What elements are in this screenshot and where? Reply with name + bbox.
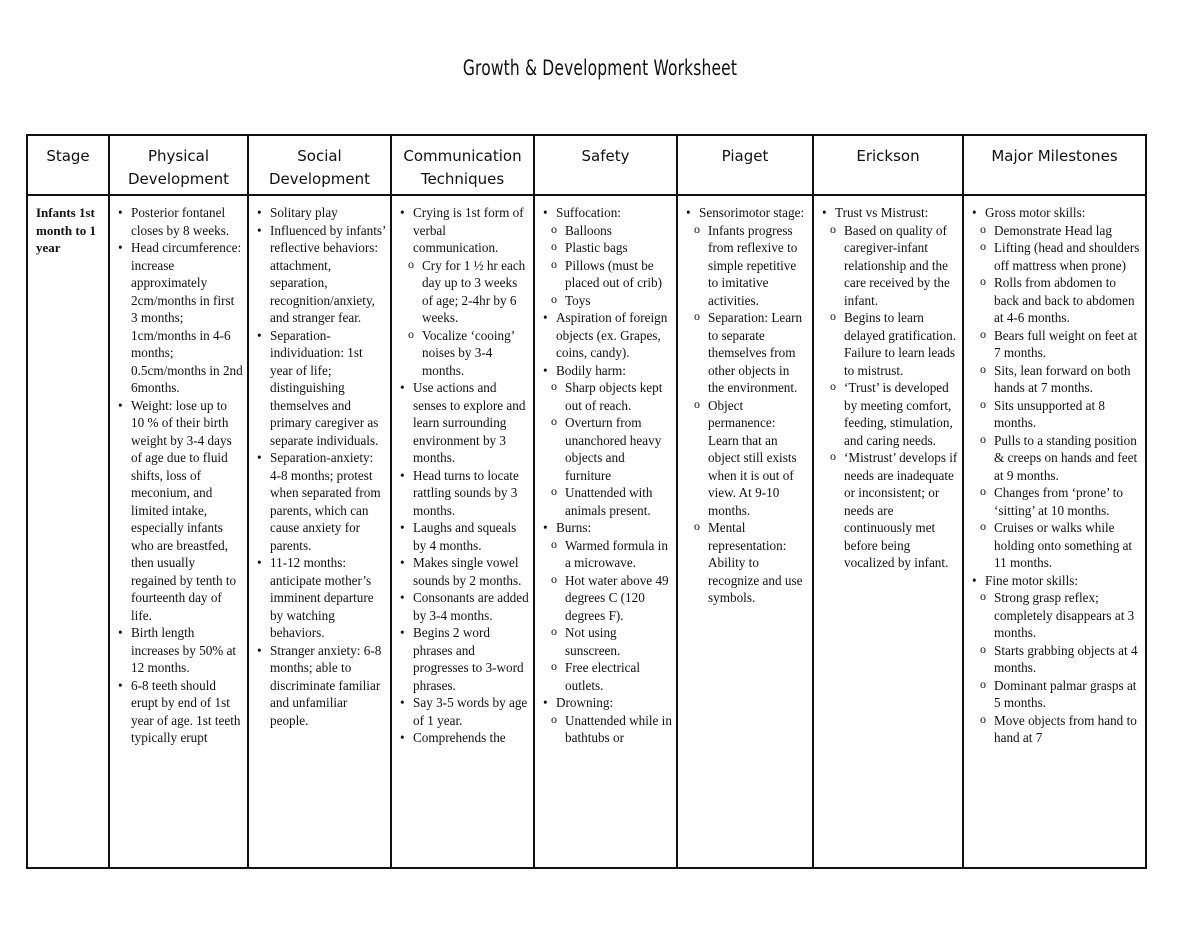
header-physical-development: Physical Development bbox=[109, 135, 248, 195]
sub-list-item: o Vocalize ‘cooing’ noises by 3-4 months. bbox=[398, 327, 529, 380]
list-item: • Makes single vowel sounds by 2 months. bbox=[398, 554, 529, 589]
communication-techniques-list bbox=[398, 204, 529, 747]
sub-list-item: o Plastic bags bbox=[541, 239, 672, 257]
header-row bbox=[27, 135, 1146, 195]
list-item: • Fine motor skills: bbox=[970, 572, 1141, 590]
sub-list-item: o Pulls to a standing position & creeps on hands and feet at 9 months. bbox=[970, 432, 1141, 485]
table-row bbox=[27, 195, 1146, 868]
major-milestones-list bbox=[970, 204, 1141, 747]
sub-list-item: o Toys bbox=[541, 292, 672, 310]
list-item: • Gross motor skills: bbox=[970, 204, 1141, 222]
sub-list-item: o Overturn from unanchored heavy objects and furniture bbox=[541, 414, 672, 484]
list-item: • Burns: bbox=[541, 519, 672, 537]
list-item: • Birth length increases by 50% at 12 months. bbox=[116, 624, 243, 677]
physical-development-cell bbox=[109, 195, 248, 868]
list-item: • Aspiration of foreign objects (ex. Grapes, coins, candy). bbox=[541, 309, 672, 362]
header-stage: Stage bbox=[27, 135, 109, 195]
social-development-list bbox=[255, 204, 386, 729]
sub-list-item: o Unattended while in bathtubs or bbox=[541, 712, 672, 747]
erickson-list bbox=[820, 204, 958, 572]
header-erickson: Erickson bbox=[813, 135, 963, 195]
stage-label: Infants 1st month to 1 year bbox=[36, 205, 96, 255]
sub-list-item: o Unattended with animals present. bbox=[541, 484, 672, 519]
sub-list-item: o Separation: Learn to separate themselves from other objects in the environment. bbox=[684, 309, 808, 397]
list-item: • Comprehends the bbox=[398, 729, 529, 747]
safety-cell bbox=[534, 195, 677, 868]
header-safety: Safety bbox=[534, 135, 677, 195]
list-item: • Solitary play bbox=[255, 204, 386, 222]
header-social-development: Social Development bbox=[248, 135, 391, 195]
list-item: • Sensorimotor stage: bbox=[684, 204, 808, 222]
major-milestones-cell bbox=[963, 195, 1146, 868]
sub-list-item: o Sits unsupported at 8 months. bbox=[970, 397, 1141, 432]
page-title: Growth & Development Worksheet bbox=[462, 56, 738, 80]
list-item: • Separation-anxiety: 4-8 months; protest when separated from parents, which can cause anxiety for parents. bbox=[255, 449, 386, 554]
header-communication-techniques: Communication Techniques bbox=[391, 135, 534, 195]
list-item: • Trust vs Mistrust: bbox=[820, 204, 958, 222]
header-major-milestones: Major Milestones bbox=[963, 135, 1146, 195]
sub-list-item: o ‘Trust’ is developed by meeting comfort, feeding, stimulation, and caring needs. bbox=[820, 379, 958, 449]
sub-list-item: o Warmed formula in a microwave. bbox=[541, 537, 672, 572]
list-item: • Stranger anxiety: 6-8 months; able to discriminate familiar and unfamiliar people. bbox=[255, 642, 386, 730]
list-item: • Separation-individuation: 1st year of life; distinguishing themselves and primary caregiver as separate individuals. bbox=[255, 327, 386, 450]
sub-list-item: o Balloons bbox=[541, 222, 672, 240]
stage-cell bbox=[27, 195, 109, 868]
sub-list-item: o Not using sunscreen. bbox=[541, 624, 672, 659]
sub-list-item: o Sharp objects kept out of reach. bbox=[541, 379, 672, 414]
sub-list-item: o Dominant palmar grasps at 5 months. bbox=[970, 677, 1141, 712]
list-item: • 6-8 teeth should erupt by end of 1st year of age. 1st teeth typically erupt bbox=[116, 677, 243, 747]
list-item: • Laughs and squeals by 4 months. bbox=[398, 519, 529, 554]
list-item: • Begins 2 word phrases and progresses to 3-word phrases. bbox=[398, 624, 529, 694]
sub-list-item: o Lifting (head and shoulders off mattress when prone) bbox=[970, 239, 1141, 274]
sub-list-item: o Based on quality of caregiver-infant relationship and the care received by the infant. bbox=[820, 222, 958, 310]
sub-list-item: o Demonstrate Head lag bbox=[970, 222, 1141, 240]
list-item: • 11-12 months: anticipate mother’s imminent departure by watching behaviors. bbox=[255, 554, 386, 642]
worksheet-table bbox=[26, 134, 1147, 869]
list-item: • Posterior fontanel closes by 8 weeks. bbox=[116, 204, 243, 239]
list-item: • Head turns to locate rattling sounds by 3 months. bbox=[398, 467, 529, 520]
sub-list-item: o Starts grabbing objects at 4 months. bbox=[970, 642, 1141, 677]
sub-list-item: o Object permanence: Learn that an object still exists when it is out of view. At 9-10 months. bbox=[684, 397, 808, 520]
sub-list-item: o Bears full weight on feet at 7 months. bbox=[970, 327, 1141, 362]
sub-list-item: o Sits, lean forward on both hands at 7 months. bbox=[970, 362, 1141, 397]
piaget-list bbox=[684, 204, 808, 607]
header-piaget: Piaget bbox=[677, 135, 813, 195]
sub-list-item: o Pillows (must be placed out of crib) bbox=[541, 257, 672, 292]
sub-list-item: o Move objects from hand to hand at 7 bbox=[970, 712, 1141, 747]
piaget-cell bbox=[677, 195, 813, 868]
list-item: • Head circumference: increase approximately 2cm/months in first 3 months; 1cm/months in 4-6 months; 0.5cm/months in 2nd 6months. bbox=[116, 239, 243, 397]
list-item: • Influenced by infants’ reflective behaviors: attachment, separation, recognition/anxiety, and stranger fear. bbox=[255, 222, 386, 327]
erickson-cell bbox=[813, 195, 963, 868]
list-item: • Weight: lose up to 10 % of their birth weight by 3-4 days of age due to fluid shifts, loss of meconium, and limited intake, especially infants who are breastfed, then usually regained by tenth to fourteenth day of life. bbox=[116, 397, 243, 625]
sub-list-item: o Mental representation: Ability to recognize and use symbols. bbox=[684, 519, 808, 607]
sub-list-item: o Infants progress from reflexive to simple repetitive to imitative activities. bbox=[684, 222, 808, 310]
safety-list bbox=[541, 204, 672, 747]
list-item: • Drowning: bbox=[541, 694, 672, 712]
list-item: • Crying is 1st form of verbal communication. bbox=[398, 204, 529, 257]
sub-list-item: o Strong grasp reflex; completely disappears at 3 months. bbox=[970, 589, 1141, 642]
list-item: • Bodily harm: bbox=[541, 362, 672, 380]
list-item: • Consonants are added by 3-4 months. bbox=[398, 589, 529, 624]
sub-list-item: o Free electrical outlets. bbox=[541, 659, 672, 694]
sub-list-item: o Changes from ‘prone’ to ‘sitting’ at 10 months. bbox=[970, 484, 1141, 519]
list-item: • Suffocation: bbox=[541, 204, 672, 222]
sub-list-item: o Cry for 1 ½ hr each day up to 3 weeks of age; 2-4hr by 6 weeks. bbox=[398, 257, 529, 327]
list-item: • Use actions and senses to explore and learn surrounding environment by 3 months. bbox=[398, 379, 529, 467]
communication-techniques-cell bbox=[391, 195, 534, 868]
sub-list-item: o Rolls from abdomen to back and back to abdomen at 4-6 months. bbox=[970, 274, 1141, 327]
social-development-cell bbox=[248, 195, 391, 868]
sub-list-item: o Hot water above 49 degrees C (120 degrees F). bbox=[541, 572, 672, 625]
sub-list-item: o Begins to learn delayed gratification. Failure to learn leads to mistrust. bbox=[820, 309, 958, 379]
list-item: • Say 3-5 words by age of 1 year. bbox=[398, 694, 529, 729]
sub-list-item: o ‘Mistrust’ develops if needs are inadequate or inconsistent; or needs are continuously met before being vocalized by infant. bbox=[820, 449, 958, 572]
sub-list-item: o Cruises or walks while holding onto something at 11 months. bbox=[970, 519, 1141, 572]
physical-development-list bbox=[116, 204, 243, 747]
